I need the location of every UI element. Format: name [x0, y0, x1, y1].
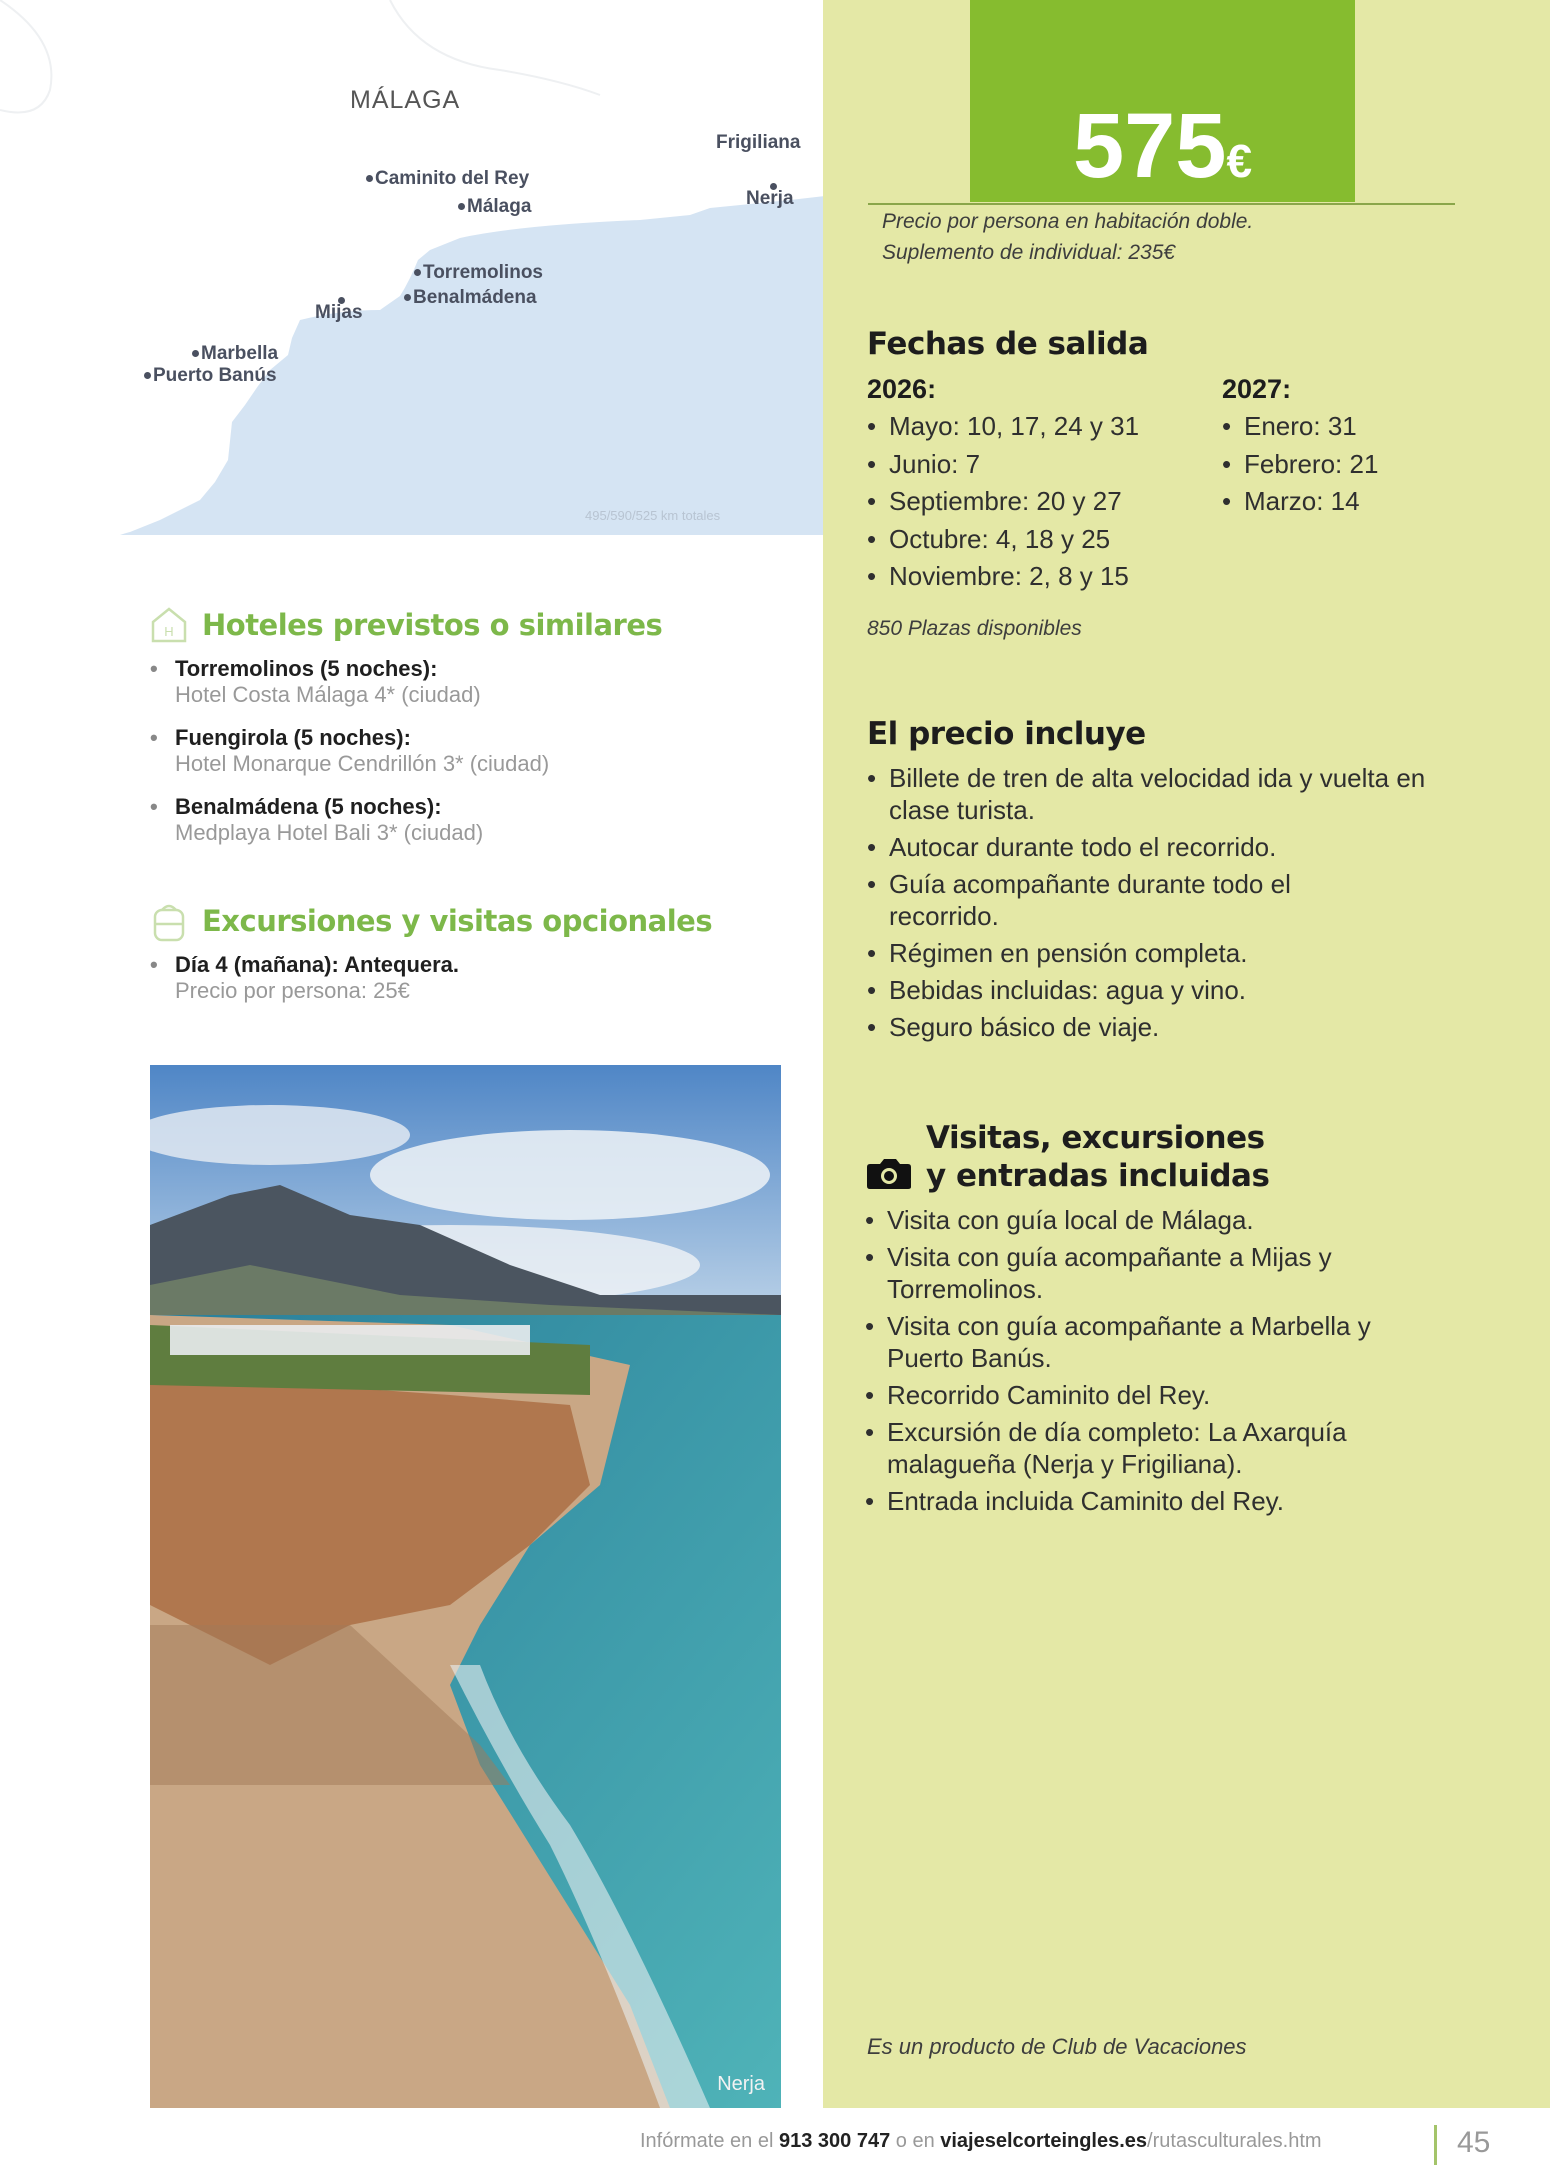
optional-list [150, 952, 459, 1004]
map-city: Puerto Banús [144, 365, 277, 387]
optional-title: Excursiones y visitas opcionales [202, 904, 713, 938]
visits-item: • Visita con guía acompañante a Marbella y Puerto Banús. [865, 1310, 1425, 1374]
map-region-label: MÁLAGA [350, 86, 461, 114]
phone-number[interactable]: 913 300 747 [778, 2130, 891, 2152]
price-note: Precio por persona en habitación doble. [882, 210, 1254, 233]
optional-price: Precio por persona: 25€ [175, 978, 410, 1003]
hotel-city: • Benalmádena (5 noches): [150, 794, 549, 820]
dates-2027-list [1222, 408, 1378, 521]
includes-item: • Guía acompañante durante todo el recorrido. [867, 868, 1327, 932]
date-item: • Junio: 7 [867, 446, 1139, 484]
optional-item: • Día 4 (mañana): Antequera. [150, 952, 459, 978]
svg-text:H: H [164, 624, 174, 639]
map-city: Torremolinos [414, 262, 543, 284]
divider [868, 203, 1455, 205]
date-item: • Febrero: 21 [1222, 446, 1378, 484]
camera-icon [866, 1158, 912, 1190]
map-city: Mijas [315, 302, 363, 323]
backpack-icon [152, 902, 186, 942]
page-number: 45 [1457, 2126, 1491, 2159]
visits-title-line1: Visitas, excursiones [926, 1120, 1265, 1156]
price [970, 95, 1355, 197]
map-city: Málaga [458, 196, 531, 218]
map-footnote: 495/590/525 km totales [585, 508, 721, 523]
hotels-list [150, 656, 549, 846]
date-item: • Octubre: 4, 18 y 25 [867, 521, 1139, 559]
footer-text: Infórmate en el [640, 2130, 779, 2152]
date-item: • Marzo: 14 [1222, 483, 1378, 521]
year-2027: 2027: [1222, 374, 1292, 404]
map-city: Frigiliana [716, 132, 801, 153]
date-item: • Mayo: 10, 17, 24 y 31 [867, 408, 1139, 446]
map-sea [0, 0, 825, 535]
hotel-icon [150, 606, 188, 644]
map-city: Benalmádena [404, 287, 537, 309]
photo-caption: Nerja [717, 2073, 765, 2095]
visits-title-line2: y entradas incluidas [926, 1158, 1270, 1194]
visits-item: • Visita con guía local de Málaga. [865, 1204, 1425, 1236]
hotel-city: • Torremolinos (5 noches): [150, 656, 549, 682]
visits-item: • Excursión de día completo: La Axarquía malagueña (Nerja y Frigiliana). [865, 1416, 1425, 1480]
producer-note: Es un producto de Club de Vacaciones [867, 2034, 1247, 2059]
map-city: Marbella [192, 343, 278, 365]
includes-item: • Régimen en pensión completa. [867, 937, 1457, 969]
visits-item: • Recorrido Caminito del Rey. [865, 1379, 1425, 1411]
nerja-photo [150, 1065, 781, 2108]
website-link[interactable]: viajeselcorteingles.es [940, 2130, 1148, 2152]
map-city: Caminito del Rey [366, 168, 529, 190]
footer [640, 2130, 1322, 2153]
website-path[interactable]: /rutasculturales.htm [1147, 2130, 1322, 2152]
hotel-name: Medplaya Hotel Bali 3* (ciudad) [175, 820, 484, 845]
hotel-city: • Fuengirola (5 noches): [150, 725, 549, 751]
includes-item: • Billete de tren de alta velocidad ida y vuelta en clase turista. [867, 762, 1457, 826]
price-amount: 575 [1072, 95, 1227, 197]
includes-title: El precio incluye [867, 716, 1146, 752]
footer-text: o en [890, 2130, 941, 2152]
includes-list [867, 762, 1457, 1048]
map-city: Nerja [746, 188, 794, 209]
dates-title: Fechas de salida [867, 326, 1149, 362]
includes-item: • Seguro básico de viaje. [867, 1011, 1457, 1043]
dates-2026-list [867, 408, 1139, 596]
footer-divider [1434, 2125, 1437, 2165]
info-panel [823, 0, 1550, 2108]
date-item: • Enero: 31 [1222, 408, 1378, 446]
includes-item: • Autocar durante todo el recorrido. [867, 831, 1457, 863]
visits-item: • Entrada incluida Caminito del Rey. [865, 1485, 1425, 1517]
visits-list [865, 1204, 1425, 1522]
includes-item: • Bebidas incluidas: agua y vino. [867, 974, 1457, 1006]
seats-available: 850 Plazas disponibles [867, 617, 1082, 640]
price-currency: € [1226, 135, 1253, 187]
date-item: • Septiembre: 20 y 27 [867, 483, 1139, 521]
year-2026: 2026: [867, 374, 937, 404]
hotel-name: Hotel Costa Málaga 4* (ciudad) [175, 682, 481, 707]
map-city-dot [770, 176, 778, 184]
visits-item: • Visita con guía acompañante a Mijas y Torremolinos. [865, 1241, 1425, 1305]
hotel-name: Hotel Monarque Cendrillón 3* (ciudad) [175, 751, 550, 776]
supplement-note: Suplemento de individual: 235€ [882, 241, 1176, 264]
route-map [0, 0, 825, 535]
hotels-title: Hoteles previstos o similares [202, 608, 663, 642]
date-item: • Noviembre: 2, 8 y 15 [867, 558, 1139, 596]
